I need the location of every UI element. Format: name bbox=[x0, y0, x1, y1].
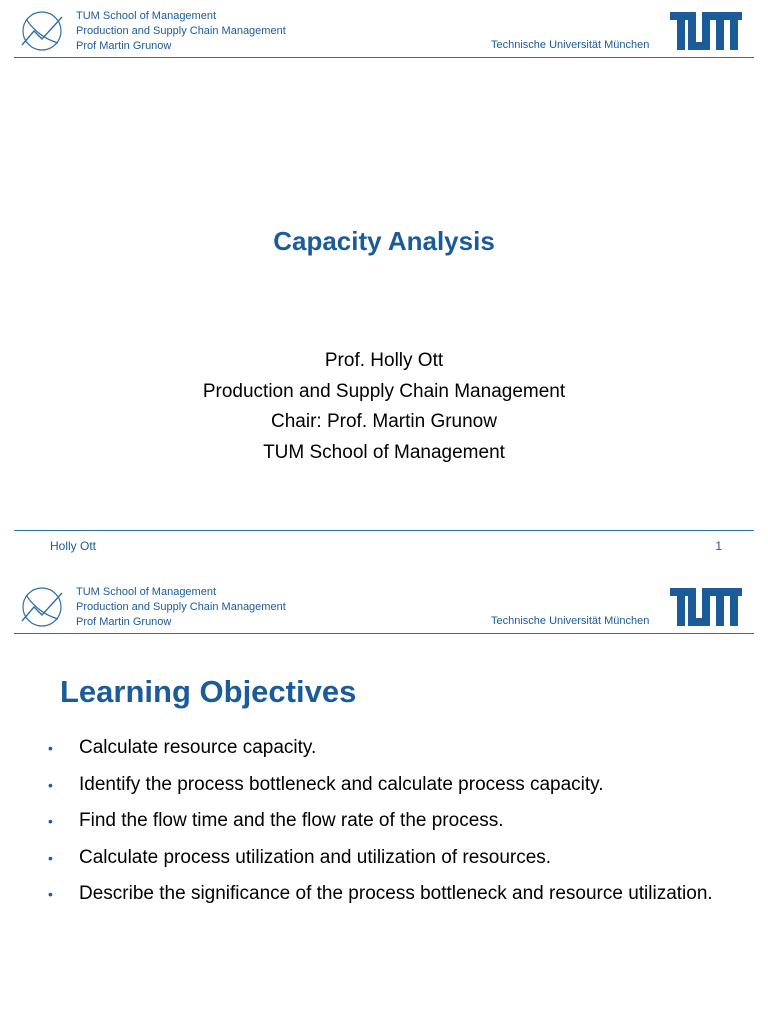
header-university: Technische Universität München bbox=[491, 39, 650, 51]
tum-logo-icon bbox=[670, 12, 742, 50]
author-line: Chair: Prof. Martin Grunow bbox=[271, 411, 497, 432]
chair-logo-icon bbox=[18, 9, 66, 53]
header-chair: Production and Supply Chain Management bbox=[76, 601, 286, 613]
bullet-icon: • bbox=[48, 776, 53, 793]
header-professor: Prof Martin Grunow bbox=[76, 40, 172, 52]
header-rule bbox=[14, 633, 754, 634]
author-line: Production and Supply Chain Management bbox=[202, 380, 566, 402]
footer-author: Holly Ott bbox=[50, 539, 97, 553]
bullet-icon: • bbox=[48, 849, 53, 866]
page-number: 1 bbox=[715, 539, 722, 553]
list-item-text: Describe the significance of the process bottleneck and resource utilization. bbox=[79, 883, 713, 904]
list-item-text: Calculate resource capacity. bbox=[79, 737, 317, 758]
header-text-block bbox=[76, 9, 286, 54]
header-rule bbox=[14, 57, 754, 58]
list-item-text: Calculate process utilization and utilization of resources. bbox=[79, 846, 552, 868]
slide-header bbox=[0, 576, 768, 634]
author-block bbox=[0, 346, 768, 468]
list-item bbox=[48, 879, 728, 909]
list-item bbox=[48, 843, 728, 873]
list-item bbox=[48, 770, 728, 800]
author-line: TUM School of Management bbox=[263, 441, 505, 463]
footer-rule bbox=[14, 530, 754, 531]
header-school: TUM School of Management bbox=[76, 10, 217, 22]
header-school: TUM School of Management bbox=[76, 586, 217, 598]
list-item-text: Identify the process bottleneck and calculate process capacity. bbox=[79, 773, 604, 795]
bullet-icon: • bbox=[48, 740, 53, 756]
header-professor: Prof Martin Grunow bbox=[76, 616, 172, 628]
tum-logo-icon bbox=[670, 588, 742, 626]
bullet-icon: • bbox=[48, 813, 53, 829]
chair-logo-icon bbox=[18, 585, 66, 629]
slide-title: Capacity Analysis bbox=[273, 226, 495, 256]
slide-title: Learning Objectives bbox=[60, 674, 357, 709]
objectives-list bbox=[48, 733, 728, 916]
header-text-block bbox=[76, 585, 286, 630]
header-chair: Production and Supply Chain Management bbox=[76, 25, 286, 37]
bullet-icon: • bbox=[48, 886, 53, 902]
author-line: Prof. Holly Ott bbox=[324, 350, 444, 371]
header-university: Technische Universität München bbox=[491, 615, 650, 627]
list-item-text: Find the flow time and the flow rate of the process. bbox=[79, 810, 504, 831]
slide-2 bbox=[0, 576, 768, 1024]
slide-header bbox=[0, 0, 768, 58]
list-item bbox=[48, 806, 728, 836]
list-item bbox=[48, 733, 728, 763]
